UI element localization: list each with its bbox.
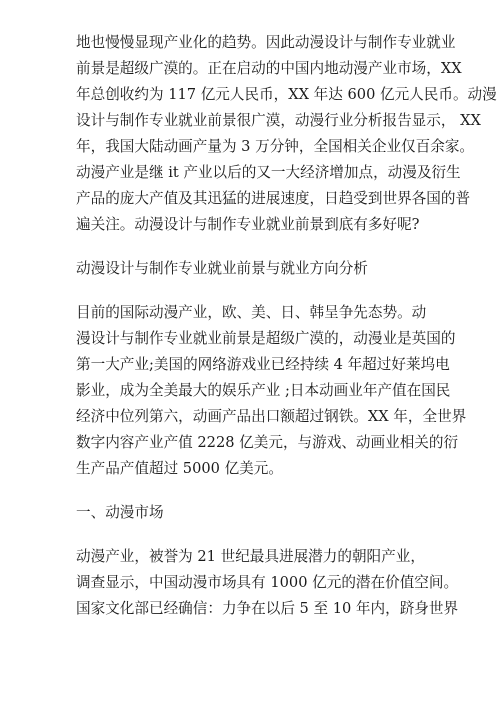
- text-line: 生产品产值超过 5000 亿美元。: [76, 460, 283, 477]
- text-line: 地也慢慢显现产业化的趋势。因此动漫设计与制作专业就业: [76, 34, 456, 51]
- text-line: 第一大产业;美国的网络游戏业已经持续 4 年超过好莱坞电: [76, 356, 450, 373]
- text-line: 年，我国大陆动画产量为 3 万分钟，全国相关企业仅百余家。: [76, 138, 475, 155]
- text-line: 前景是超级广漠的。正在启动的中国内地动漫产业市场，XX: [76, 60, 462, 77]
- text-line: 调查显示，中国动漫市场具有 1000 亿元的潜在价值空间。: [76, 574, 459, 591]
- text-line: 漫设计与制作专业就业前景是超级广漠的，动漫业是英国的: [76, 330, 456, 347]
- paragraph-market: [76, 544, 459, 622]
- text-line: 影业，成为全美最大的娱乐产业 ;日本动画业年产值在国民: [76, 382, 451, 399]
- text-line: 动漫产业是继 it 产业以后的又一大经济增加点，动漫及衍生: [76, 164, 461, 181]
- text-line: 经济中位列第六，动画产品出口额超过钢铁。XX 年，全世界: [76, 408, 467, 425]
- heading-text: 动漫设计与制作专业就业前景与就业方向分析: [76, 260, 368, 277]
- text-line: 年总创收约为 117 亿元人民币，XX 年达 600 亿元人民币。动漫: [76, 86, 497, 103]
- text-line: 目前的国际动漫产业，欧、美、日、韩呈争先态势。动: [76, 304, 427, 321]
- text-line: 动漫产业，被誉为 21 世纪最具进展潜力的朝阳产业，: [76, 548, 425, 565]
- text-line: 遍关注。动漫设计与制作专业就业前景到底有多好呢?: [76, 216, 420, 233]
- paragraph-international: [76, 300, 467, 482]
- text-line: 产品的庞大产值及其迅猛的进展速度，日趋受到世界各国的普: [76, 190, 471, 207]
- paragraph-intro: [76, 30, 497, 238]
- text-line: 国家文化部已经确信：力争在以后 5 至 10 年内，跻身世界: [76, 600, 459, 617]
- heading-text: 一、动漫市场: [76, 504, 164, 521]
- text-line: 设计与制作专业就业前景很广漠，动漫行业分析报告显示， XX: [76, 112, 481, 129]
- section-heading: [76, 500, 432, 526]
- text-line: 数字内容产业产值 2228 亿美元，与游戏、动画业相关的衍: [76, 434, 459, 451]
- section-heading: [76, 256, 432, 282]
